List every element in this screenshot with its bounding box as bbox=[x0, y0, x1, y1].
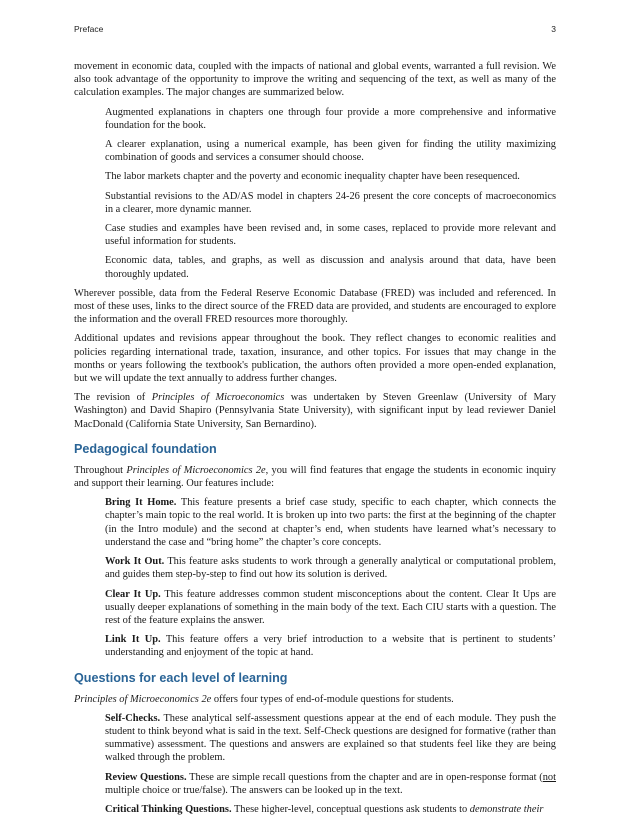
book-title: Principles of Microeconomics 2e bbox=[74, 693, 212, 705]
intro-paragraph: movement in economic data, coupled with the impacts of national and global events, warranted a full revision. We also took advantage of the opportunity to improve the writing and sequencing of the text, as well as many of the calculation examples. The major changes are summarized below. bbox=[74, 61, 556, 99]
page-body bbox=[74, 60, 556, 822]
question-type-self-checks: Self-Checks. These analytical self-assessment questions appear at the end of each module. They push the student to think beyond what is said in the text. Self-Check questions are designed for formative (rather than summative) assessment. The questions and answers are explained so that students feel like they are being walked through the problem. bbox=[105, 712, 556, 764]
question-term: Critical Thinking Questions. bbox=[105, 803, 232, 815]
change-item: Substantial revisions to the AD/AS model in chapters 24-26 present the core concepts of macroeconomics in a clearer, more dynamic manner. bbox=[105, 190, 556, 215]
section-heading-questions: Questions for each level of learning bbox=[74, 670, 288, 685]
change-item: Augmented explanations in chapters one through four provide a more comprehensive and informative foundation for the book. bbox=[105, 106, 556, 131]
pedagogical-intro: Throughout Principles of Microeconomics 2e, you will find features that engage the students in economic inquiry and support their learning. Our features include: bbox=[74, 464, 556, 490]
fred-paragraph: Wherever possible, data from the Federal Reserve Economic Database (FRED) was included and referenced. In most of these uses, links to the direct source of the FRED data are provided, and students are encouraged to explore the information and the overall FRED resources more thoroughly. bbox=[74, 287, 556, 326]
questions-intro: Principles of Microeconomics 2e offers four types of end-of-module questions for students. bbox=[74, 693, 454, 705]
change-item: Economic data, tables, and graphs, as well as discussion and analysis around that data, have been thoroughly updated. bbox=[105, 255, 556, 280]
book-title: Principles of Microeconomics 2e bbox=[126, 464, 266, 476]
feature-term: Bring It Home. bbox=[105, 497, 177, 509]
additional-updates-paragraph: Additional updates and revisions appear throughout the book. They reflect changes to economic realities and policies regarding international trade, taxation, insurance, and other topics. For issues that may change in the months or years following the textbook's publication, the authors often provided a more open-ended explanation, but we will update the text annually to address further changes. bbox=[74, 333, 556, 385]
change-item: A clearer explanation, using a numerical example, has been given for finding the utility maximizing combination of goods and services a consumer should choose. bbox=[105, 139, 556, 164]
question-term: Review Questions. bbox=[105, 771, 187, 783]
book-title: Principles of Microeconomics bbox=[151, 392, 285, 404]
change-item: Case studies and examples have been revised and, in some cases, replaced to provide more relevant and useful information for students. bbox=[105, 223, 556, 248]
revision-paragraph: The revision of Principles of Microeconomics was undertaken by Steven Greenlaw (University of Mary Washington) and David Shapiro (Pennsylvania State University), with significant input by lead reviewer Daniel MacDonald (California State University, San Bernardino). bbox=[74, 392, 556, 430]
feature-clear-it-up: Clear It Up. This feature addresses common student misconceptions about the content. Clear It Ups are usually deeper explanations of something in the main body of the text. Each CIU starts with a question. The rest of the feature explains the answer. bbox=[105, 588, 557, 626]
change-item: The labor markets chapter and the poverty and economic inequality chapter have been resequenced. bbox=[105, 171, 520, 183]
feature-bring-it-home: Bring It Home. This feature presents a brief case study, specific to each chapter, which connects the chapter’s main topic to the real world. It is broken up into two parts: the first at the beginning of the chapter (in the Intro module) and the second at chapter’s end, when students have learned what’s necessary to understand the case and “bring home” the chapter’s core concepts. bbox=[105, 497, 557, 548]
question-type-review: Review Questions. These are simple recall questions from the chapter and are in open-response format (not multiple choice or true/false). The answers can be looked up in the text. bbox=[105, 771, 557, 796]
page-number: 3 bbox=[551, 24, 556, 34]
feature-work-it-out: Work It Out. This feature asks students to work through a generally analytical or computational problem, and guides them step-by-step to find out how its solution is derived. bbox=[105, 556, 556, 581]
running-header-section: Preface bbox=[74, 24, 104, 34]
feature-term: Link It Up. bbox=[105, 634, 161, 646]
feature-term: Work It Out. bbox=[105, 556, 165, 568]
underlined-not: not bbox=[542, 771, 557, 783]
section-heading-pedagogical: Pedagogical foundation bbox=[74, 441, 217, 456]
question-term: Self-Checks. bbox=[105, 712, 161, 724]
feature-term: Clear It Up. bbox=[105, 588, 161, 600]
feature-link-it-up: Link It Up. This feature offers a very brief introduction to a website that is pertinent to students’ understanding and enjoyment of the topic at hand. bbox=[105, 634, 556, 659]
question-type-critical-thinking: Critical Thinking Questions. These higher-level, conceptual questions ask students to demonstrate their bbox=[105, 803, 544, 815]
